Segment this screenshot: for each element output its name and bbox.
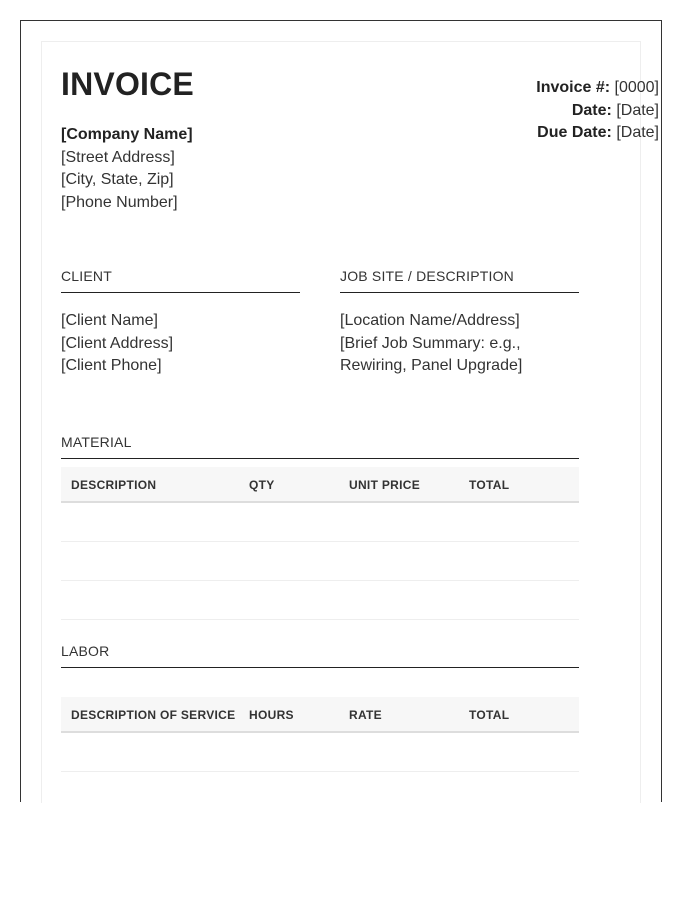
jobsite-block [340,310,522,378]
jobsite-heading: JOB SITE / DESCRIPTION [340,268,579,293]
labor-heading: LABOR [61,643,579,668]
jobsite-summary-line1: [Brief Job Summary: e.g., [340,334,521,352]
table-row[interactable] [61,503,579,542]
material-table-header [61,467,579,503]
labor-col-total: TOTAL [469,708,510,722]
labor-col-hours: HOURS [249,708,294,722]
table-row[interactable] [61,733,579,772]
invoice-date-label: Date: [571,101,612,119]
labor-table [61,697,579,772]
labor-table-header [61,697,579,733]
client-name: [Client Name] [61,312,158,329]
labor-col-description: DESCRIPTION OF SERVICE [71,708,236,722]
jobsite-summary-line2: Rewiring, Panel Upgrade] [340,357,523,374]
jobsite-location: [Location Name/Address] [340,312,520,329]
invoice-date-line [536,100,659,123]
invoice-number-value: [0000] [614,79,659,96]
client-block [61,310,173,378]
invoice-number-label: Invoice #: [536,79,611,96]
material-heading: MATERIAL [61,434,579,459]
client-phone: [Client Phone] [61,357,162,374]
company-city: [City, State, Zip] [61,171,174,188]
table-row[interactable] [61,581,579,620]
material-col-total: TOTAL [469,478,510,492]
invoice-number-line [536,77,659,100]
company-block [61,124,193,214]
material-col-unit-price: UNIT PRICE [349,478,421,492]
client-address: [Client Address] [61,334,174,352]
client-heading: CLIENT [61,268,300,293]
table-row[interactable] [61,542,579,581]
invoice-meta [536,77,659,145]
invoice-title: INVOICE [61,66,194,102]
company-street: [Street Address] [61,148,175,166]
due-date-value: [Date] [616,124,659,141]
company-name: [Company Name] [61,126,193,143]
material-col-description: DESCRIPTION [71,478,157,492]
due-date-line [536,122,659,145]
material-table [61,467,579,620]
company-phone: [Phone Number] [61,193,178,211]
due-date-label: Due Date: [537,124,612,141]
invoice-date-value: [Date] [616,101,659,119]
material-col-qty: QTY [249,478,275,492]
labor-col-rate: RATE [349,708,382,722]
